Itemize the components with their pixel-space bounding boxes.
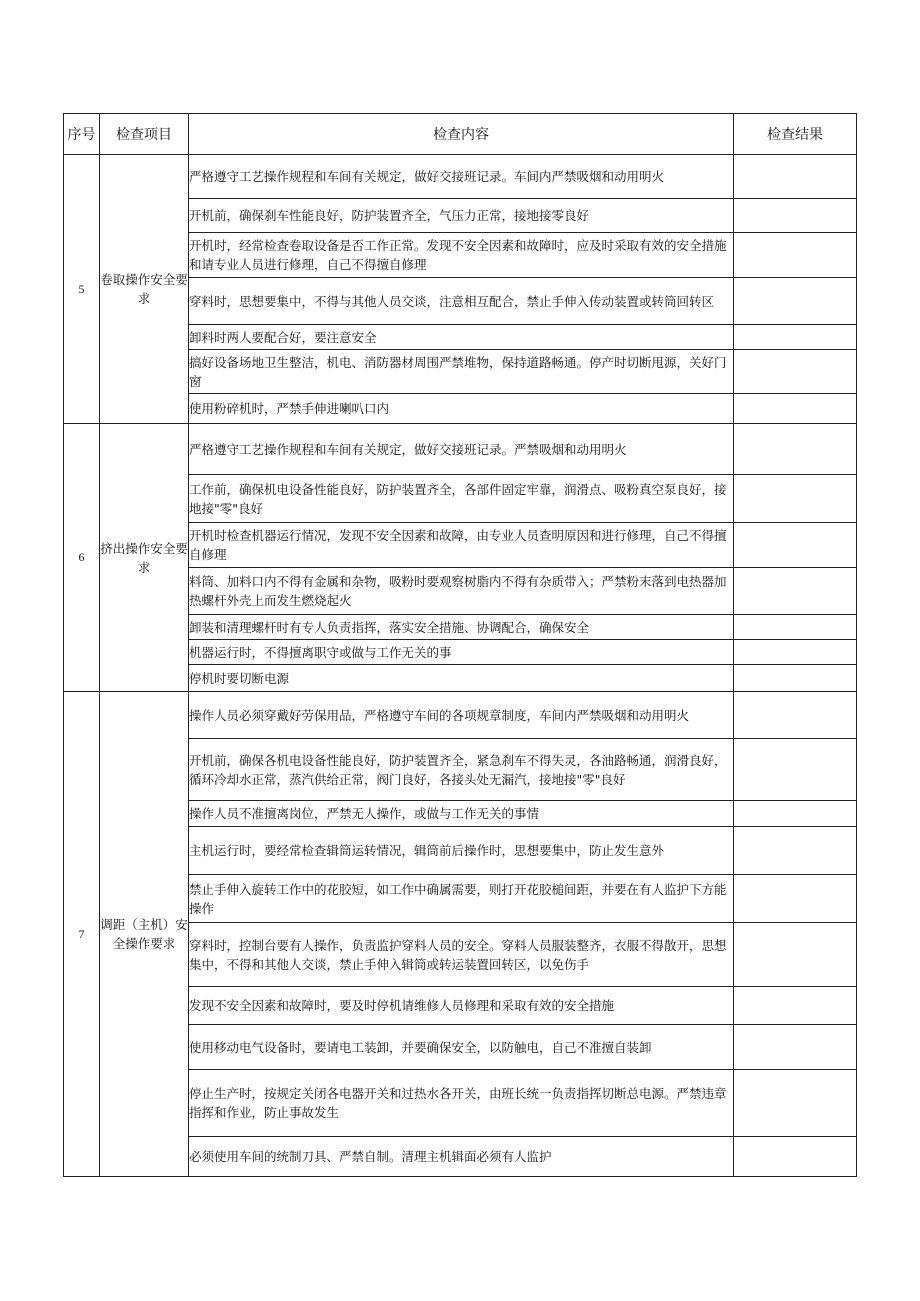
check-result-cell[interactable]	[734, 325, 857, 350]
header-result: 检查结果	[734, 114, 857, 155]
group-no: 6	[64, 424, 100, 692]
group-item: 挤出操作安全要求	[100, 424, 189, 692]
table-row	[64, 692, 857, 739]
header-no: 序号	[64, 114, 100, 155]
check-result-cell[interactable]	[734, 987, 857, 1025]
check-result-cell[interactable]	[734, 523, 857, 568]
check-content: 卸料时两人要配合好，要注意安全	[189, 325, 734, 350]
check-content: 停机时要切断电源	[189, 665, 734, 692]
check-content: 搞好设备场地卫生整洁，机电、消防器材周围严禁堆物，保持道路畅通。停产时切断甩源，关好门窗	[189, 350, 734, 394]
check-content: 工作前，确保机电设备性能良好，防护装置齐全，各部件固定牢靠，润滑点、吸粉真空泵良好，接地接"零"良好	[189, 475, 734, 523]
table-row	[64, 424, 857, 475]
group-no: 5	[64, 155, 100, 424]
check-result-cell[interactable]	[734, 1070, 857, 1137]
check-result-cell[interactable]	[734, 615, 857, 640]
check-result-cell[interactable]	[734, 424, 857, 475]
check-content: 停止生产时，按规定关闭各电器开关和过热水各开关，由班长统一负责指挥切断总电源。严禁违章指挥和作业，防止事故发生	[189, 1070, 734, 1137]
check-result-cell[interactable]	[734, 394, 857, 424]
check-result-cell[interactable]	[734, 278, 857, 325]
header-row	[64, 114, 857, 155]
check-result-cell[interactable]	[734, 568, 857, 615]
check-content: 穿料时，思想要集中，不得与其他人员交谈，注意相互配合，禁止手伸入传动装置或转筒回转区	[189, 278, 734, 325]
check-result-cell[interactable]	[734, 640, 857, 665]
table-row	[64, 155, 857, 199]
check-result-cell[interactable]	[734, 1137, 857, 1177]
check-result-cell[interactable]	[734, 875, 857, 923]
check-content: 开机时检查机器运行情况，发现不安全因素和故障，由专业人员查明原因和进行修理，自己不得擅自修理	[189, 523, 734, 568]
check-result-cell[interactable]	[734, 1025, 857, 1070]
check-result-cell[interactable]	[734, 233, 857, 278]
check-content: 发现不安全因素和故障时，要及时停机请维修人员修理和采取有效的安全措施	[189, 987, 734, 1025]
check-result-cell[interactable]	[734, 350, 857, 394]
check-content: 穿料时，控制台要有人操作，负责监护穿料人员的安全。穿料人员服装整齐，衣服不得散开，思想集中，不得和其他人交谈，禁止手伸入辑筒或转运装置回转区，以免伤手	[189, 923, 734, 987]
check-result-cell[interactable]	[734, 155, 857, 199]
group-item: 调距（主机）安全操作要求	[100, 692, 189, 1177]
check-result-cell[interactable]	[734, 475, 857, 523]
check-result-cell[interactable]	[734, 692, 857, 739]
check-content: 料筒、加料口内不得有金属和杂物，吸粉时要观察树脂内不得有杂质带入；严禁粉末落到电热器加热螺杆外壳上而发生燃烧起火	[189, 568, 734, 615]
check-content: 开机前，确保各机电设备性能良好，防护装置齐全，紧急刹车不得失灵，各油路畅通，润滑良好，循环冷却水正常，蒸汽供给正常，阀门良好，各接头处无漏汽，接地接"零"良好	[189, 739, 734, 801]
header-item: 检查项目	[100, 114, 189, 155]
check-content: 严格遵守工艺操作规程和车间有关规定，做好交接班记录。车间内严禁吸烟和动用明火	[189, 155, 734, 199]
check-content: 严格遵守工艺操作规程和车间有关规定，做好交接班记录。严禁吸烟和动用明火	[189, 424, 734, 475]
check-content: 主机运行时，要经常检查辑筒运转情况，辑筒前后操作时，思想要集中，防止发生意外	[189, 827, 734, 875]
check-content: 禁止手伸入旋转工作中的花胶短，如工作中确属需要，则打开花胶槌间距，并要在有人监护下方能操作	[189, 875, 734, 923]
check-result-cell[interactable]	[734, 199, 857, 233]
check-content: 开机时，经常检查卷取设备是否工作正常。发现不安全因素和故障时，应及时采取有效的安全措施和请专业人员进行修理，自己不得擅自修理	[189, 233, 734, 278]
check-result-cell[interactable]	[734, 827, 857, 875]
check-result-cell[interactable]	[734, 801, 857, 827]
header-content: 检查内容	[189, 114, 734, 155]
group-no: 7	[64, 692, 100, 1177]
group-item: 卷取操作安全要求	[100, 155, 189, 424]
check-result-cell[interactable]	[734, 665, 857, 692]
check-content: 操作人员必须穿戴好劳保用品，严格遵守车间的各项规章制度，车间内严禁吸烟和动用明火	[189, 692, 734, 739]
check-content: 机器运行时，不得擅离职守或做与工作无关的事	[189, 640, 734, 665]
check-content: 开机前，确保刹车性能良好，防护装置齐全，气压力正常，接地接零良好	[189, 199, 734, 233]
inspection-table	[63, 113, 857, 1177]
check-content: 卸装和清理螺杆时有专人负责指挥，落实安全措施、协调配合，确保安全	[189, 615, 734, 640]
check-result-cell[interactable]	[734, 923, 857, 987]
check-content: 使用移动电气设备时，要请电工装卸，并要确保安全，以防触电，自己不准擅自装卸	[189, 1025, 734, 1070]
check-result-cell[interactable]	[734, 739, 857, 801]
check-content: 操作人员不准擅离岗位，严禁无人操作，或做与工作无关的事情	[189, 801, 734, 827]
check-content: 必须使用车间的统制刀具、严禁自制。清理主机辑面必须有人监护	[189, 1137, 734, 1177]
check-content: 使用粉碎机时，严禁手伸进喇叭口内	[189, 394, 734, 424]
